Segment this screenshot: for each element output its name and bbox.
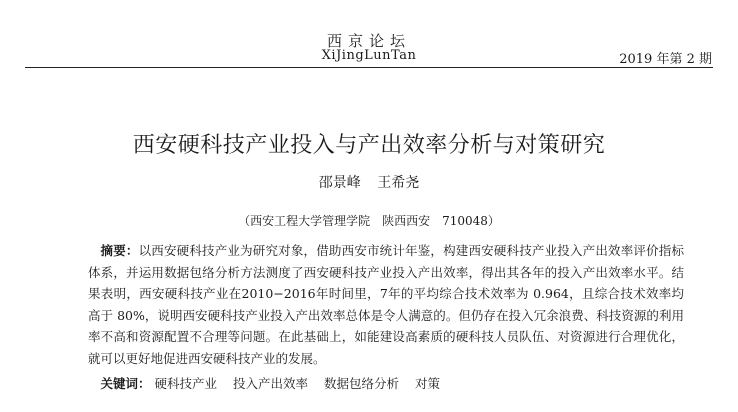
keywords bbox=[88, 373, 708, 395]
keyword: 投入产出效率 bbox=[233, 376, 309, 391]
journal-header bbox=[0, 0, 738, 72]
author-name: 邵景峰 bbox=[318, 175, 361, 191]
journal-name-chinese: 西京论坛 bbox=[326, 32, 411, 50]
abstract bbox=[88, 240, 684, 369]
journal-name-english: XiJingLunTan bbox=[321, 48, 417, 63]
author-list bbox=[0, 172, 738, 192]
keyword: 硬科技产业 bbox=[154, 376, 218, 391]
abstract-label: 摘要： bbox=[100, 243, 139, 258]
keywords-label: 关键词： bbox=[100, 376, 151, 391]
author-name: 王希尧 bbox=[377, 175, 420, 191]
header-divider bbox=[25, 67, 713, 68]
paper-title: 西安硬科技产业投入与产出效率分析与对策研究 bbox=[132, 133, 606, 158]
keyword: 对策 bbox=[415, 376, 441, 391]
abstract-text: 以西安硬科技产业为研究对象，借助西安市统计年鉴，构建西安硬科技产业投入产出效率评价指标体系，并运用数据包络分析方法测度了西安硬科技产业投入产出效率，得出其各年的投入产出效率水平。结果表明，西安硬科技产业在2010−2016年时间里，7年的平均综合技术效率为 0.964，且综合技术效率均高于 80%，说明西安硬科技产业投入产出效率总体是令人满意的。但仍存在投入冗余浪费、科技资源的利用率不高和资源配置不合理等问题。在此基础上，如能建设高素质的硬科技人员队伍、对资源进行合理优化，就可以更好地促进西安硬科技产业的发展。 bbox=[88, 243, 684, 366]
keyword: 数据包络分析 bbox=[324, 376, 400, 391]
affiliation: （西安工程大学管理学院 陕西西安 710048） bbox=[238, 214, 500, 228]
issue-number: 2019 年第 2 期 bbox=[619, 52, 712, 67]
